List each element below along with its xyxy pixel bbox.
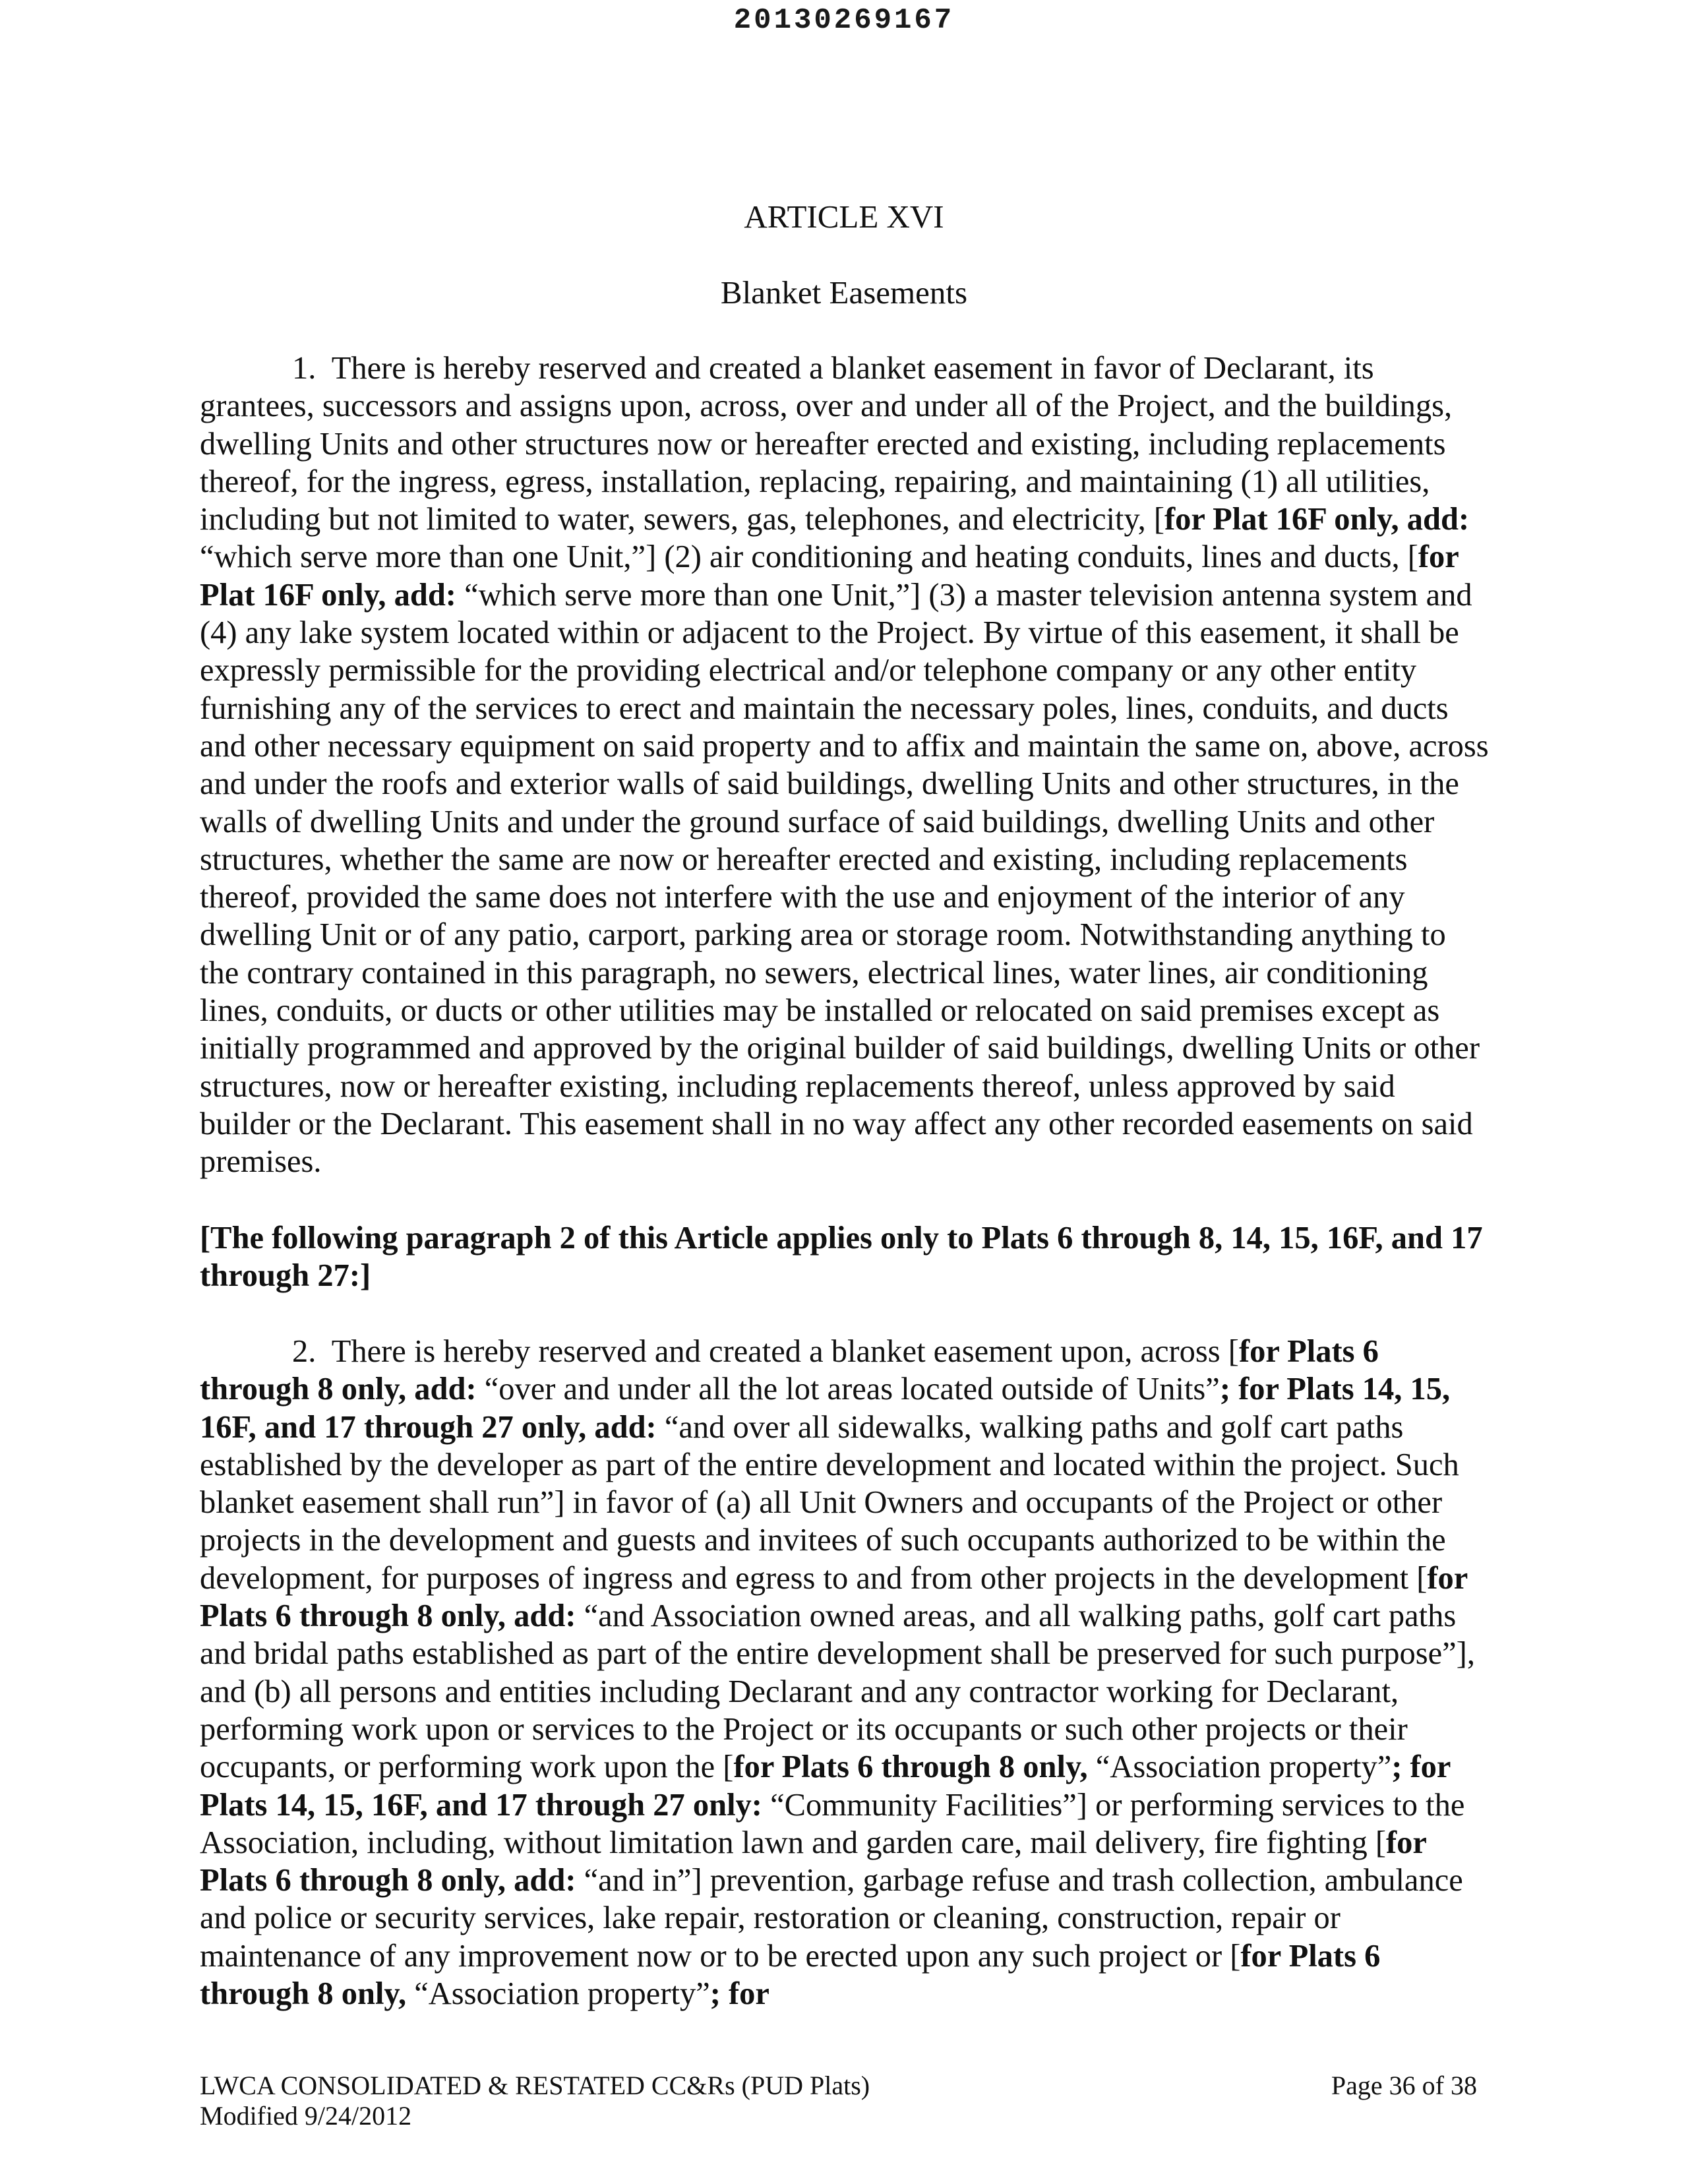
paragraph-bold-text: for Plats 6 through 8 only, add: <box>200 1334 1379 1407</box>
paragraph-number: 2. <box>292 1334 316 1369</box>
footer-modified-date: Modified 9/24/2012 <box>200 2101 412 2131</box>
footer-document-info <box>200 2071 870 2131</box>
paragraph-bold-text: for Plats 6 through 8 only, <box>200 1938 1381 2012</box>
paragraph-bold-text: for Plat 16F only, add: <box>200 539 1459 613</box>
article-title: ARTICLE XVI <box>744 198 944 235</box>
paragraph-2 <box>200 1333 1492 2013</box>
paragraph-text: There is hereby reserved and created a blanket easement upon, across [ <box>331 1334 1239 1369</box>
paragraph-text: “Association property” <box>1087 1749 1392 1785</box>
paragraph-text: “and over all sidewalks, walking paths and golf cart paths established by the developer as part of the entire development and located within the project. Such blanket easement shall run”] in favor of (a) all Unit Owners and occupants of the Project or other projects in the development and guests and invitees of such occupants authorized to be within the development, for purposes of ingress and egress to and from other projects in the development [ <box>200 1409 1459 1596</box>
article-subtitle: Blanket Easements <box>720 274 968 311</box>
paragraph-bold-text: for Plats 6 through 8 only, <box>733 1749 1088 1785</box>
paragraph-bold-text: for Plat 16F only, add: <box>1164 502 1470 537</box>
footer-doc-title: LWCA CONSOLIDATED & RESTATED CC&Rs (PUD Plats) <box>200 2071 870 2100</box>
paragraph-number: 1. <box>292 351 316 386</box>
paragraph-bold-text: ; for Plats 14, 15, 16F, and 17 through 27 only, add: <box>200 1372 1451 1445</box>
paragraph-text: “and in”] prevention, garbage refuse and trash collection, ambulance and police or security services, lake repair, restoration or cleaning, construction, repair or maintenance of any improvement now or to be erected upon any such project or [ <box>200 1863 1463 1974</box>
paragraph-text: There is hereby reserved and created a blanket easement in favor of Declarant, its grantees, successors and assigns upon, across, over and under all of the Project, and the buildings, dwelling Units and other structures now or hereafter erected and existing, including replacements thereof, for the ingress, egress, installation, replacing, repairing, and maintaining (1) all utilities, including but not limited to water, sewers, gas, telephones, and electricity, [ <box>200 351 1453 537</box>
footer-page-number: Page 36 of 38 <box>1331 2071 1477 2100</box>
paragraph-bold-text: ; for <box>709 1976 769 2012</box>
paragraph-text: “Association property” <box>406 1976 710 2012</box>
paragraph-bold-text: for Plats 6 through 8 only, add: <box>200 1560 1468 1634</box>
paragraph-text: “and Association owned areas, and all walking paths, golf cart paths and bridal paths established as part of the entire development shall be preserved for such purpose”], and (b) all persons and entities including Declarant and any contractor working for Declarant, performing work upon or services to the Project or its occupants or such other projects or their occupants, or performing work upon the [ <box>200 1598 1475 1785</box>
paragraph-1 <box>200 349 1492 1181</box>
paragraph-bold-text: for Plats 6 through 8 only, add: <box>200 1825 1427 1898</box>
applicability-note: [The following paragraph 2 of this Article applies only to Plats 6 through 8, 14, 15, 16F, and 17 through 27:] <box>200 1221 1483 1294</box>
paragraph-bold-text: ; for Plats 14, 15, 16F, and 17 through 27 only: <box>200 1749 1451 1823</box>
paragraph-text: “over and under all the lot areas located outside of Units” <box>476 1372 1220 1407</box>
paragraph-text: “which serve more than one Unit,”] (2) air conditioning and heating conduits, lines and ducts, [ <box>200 539 1418 575</box>
paragraph-text: “Community Facilities”] or performing services to the Association, including, without limitation lawn and garden care, mail delivery, fire fighting [ <box>200 1787 1465 1860</box>
recording-number: 20130269167 <box>733 4 955 37</box>
paragraph-text: “which serve more than one Unit,”] (3) a master television antenna system and (4) any lake system located within or adjacent to the Project. By virtue of this easement, it shall be expressly permissible for the providing electrical and/or telephone company or any other entity furnishing any of the services to erect and maintain the necessary poles, lines, conduits, and ducts and other necessary equipment on said property and to affix and maintain the same on, above, across and under the roofs and exterior walls of said buildings, dwelling Units and other structures, in the walls of dwelling Units and under the ground surface of said buildings, dwelling Units and other structures, whether the same are now or hereafter erected and existing, including replacements thereof, provided the same does not interfere with the use and enjoyment of the interior of any dwelling Unit or of any patio, carport, parking area or storage room. Notwithstanding anything to the contrary contained in this paragraph, no sewers, electrical lines, water lines, air conditioning lines, conduits, or ducts or other utilities may be installed or relocated on said premises except as initially programmed and approved by the original builder of said buildings, dwelling Units or other structures, now or hereafter existing, including replacements thereof, unless approved by said builder or the Declarant. This easement shall in no way affect any other recorded easements on said premises. <box>200 577 1489 1180</box>
